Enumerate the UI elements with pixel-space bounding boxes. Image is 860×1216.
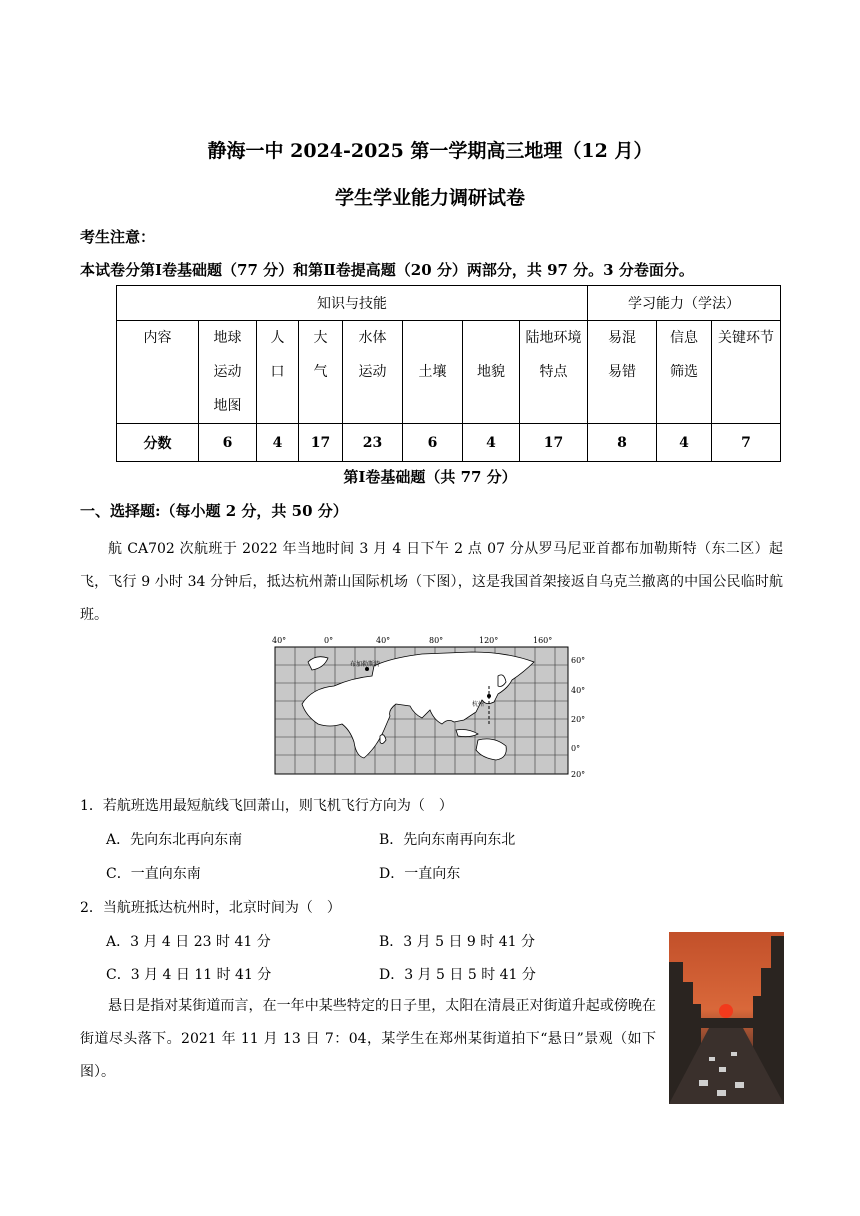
lon-label: 40°: [272, 636, 287, 645]
score-cell: 23: [343, 424, 403, 462]
score-cell: 7: [712, 424, 781, 462]
exam-title: 静海一中 2024-2025 第一学期高三地理（12 月）: [207, 140, 653, 162]
section1-title: 一、选择题:（每小题 2 分，共 50 分）: [80, 502, 348, 520]
col-name: 信息筛选: [657, 321, 712, 424]
lon-label: 0°: [324, 636, 334, 645]
lon-label: 40°: [376, 636, 391, 645]
col-name: 大气: [299, 321, 343, 424]
lat-label: 60°: [571, 656, 586, 665]
lat-label: 40°: [571, 686, 586, 695]
score-cell: 8: [588, 424, 657, 462]
q1-option-d: D．一直向东: [379, 866, 461, 882]
world-map-figure: [272, 636, 598, 779]
row-label-content: 内容: [117, 321, 199, 424]
passage-suspended-sun: 悬日是指对某街道而言，在一年中某些特定的日子里，太阳在清晨正对街道升起或傍晚在街道尽头落下。2021 年 11 月 13 日 7：04，某学生在郑州某街道拍下“悬日”景观（如下图）。: [80, 998, 656, 1080]
lat-label: 20°: [571, 715, 586, 724]
q2-option-b: B．3 月 5 日 9 时 41 分: [379, 934, 535, 950]
notice-label: 考生注意：: [80, 228, 156, 246]
score-cell: 6: [403, 424, 463, 462]
lat-label: 20°: [571, 770, 586, 779]
lon-label: 160°: [533, 636, 553, 645]
q1-option-c: C．一直向东南: [106, 866, 201, 882]
question-2-stem: 2．当航班抵达杭州时，北京时间为（ ）: [80, 900, 341, 916]
group-knowledge-header: 知识与技能: [117, 286, 588, 321]
col-name: 地貌: [463, 321, 520, 424]
passage-flight: 航 CA702 次航班于 2022 年当地时间 3 月 4 日下午 2 点 07 分从罗马尼亚首都布加勒斯特（东二区）起飞，飞行 9 小时 34 分钟后，抵达杭州萧山国际机场（下图），这是我国首架接返自乌克兰撤离的中国公民临时航班。: [80, 541, 783, 623]
score-cell: 4: [657, 424, 712, 462]
lon-label: 80°: [429, 636, 444, 645]
score-cell: 4: [463, 424, 520, 462]
q1-option-a: A．先向东北再向东南: [106, 832, 243, 848]
lat-label: 0°: [571, 744, 581, 753]
label-hangzhou: 杭州: [472, 701, 485, 708]
score-cell: 6: [199, 424, 257, 462]
notice-intro: 本试卷分第Ⅰ卷基础题（77 分）和第Ⅱ卷提高题（20 分）两部分，共 97 分。3 分卷面分。: [80, 261, 694, 279]
col-name: 人口: [257, 321, 299, 424]
q2-option-c: C．3 月 4 日 11 时 41 分: [106, 967, 272, 983]
score-cell: 17: [520, 424, 588, 462]
score-cell: 4: [257, 424, 299, 462]
group-ability-header: 学习能力（学法）: [588, 286, 781, 321]
col-name: 土壤: [403, 321, 463, 424]
part1-title: 第Ⅰ卷基础题（共 77 分）: [343, 468, 517, 486]
row-label-score: 分数: [117, 424, 199, 462]
col-name: 地球运动地图: [199, 321, 257, 424]
col-name: 关键环节: [712, 321, 781, 424]
q1-option-b: B．先向东南再向东北: [379, 832, 516, 848]
exam-subtitle: 学生学业能力调研试卷: [334, 187, 525, 209]
q2-option-d: D．3 月 5 日 5 时 41 分: [379, 967, 536, 983]
sunset-street-photo: [669, 932, 784, 1104]
lon-label: 120°: [479, 636, 499, 645]
score-cell: 17: [299, 424, 343, 462]
question-1-stem: 1．若航班选用最短航线飞回萧山，则飞机飞行方向为（ ）: [80, 798, 453, 814]
col-name: 水体运动: [343, 321, 403, 424]
knowledge-table: [116, 285, 781, 462]
col-name: 陆地环境特点: [520, 321, 588, 424]
label-bucharest: 布加勒斯特: [350, 661, 381, 668]
col-name: 易混易错: [588, 321, 657, 424]
q2-option-a: A．3 月 4 日 23 时 41 分: [106, 934, 271, 950]
